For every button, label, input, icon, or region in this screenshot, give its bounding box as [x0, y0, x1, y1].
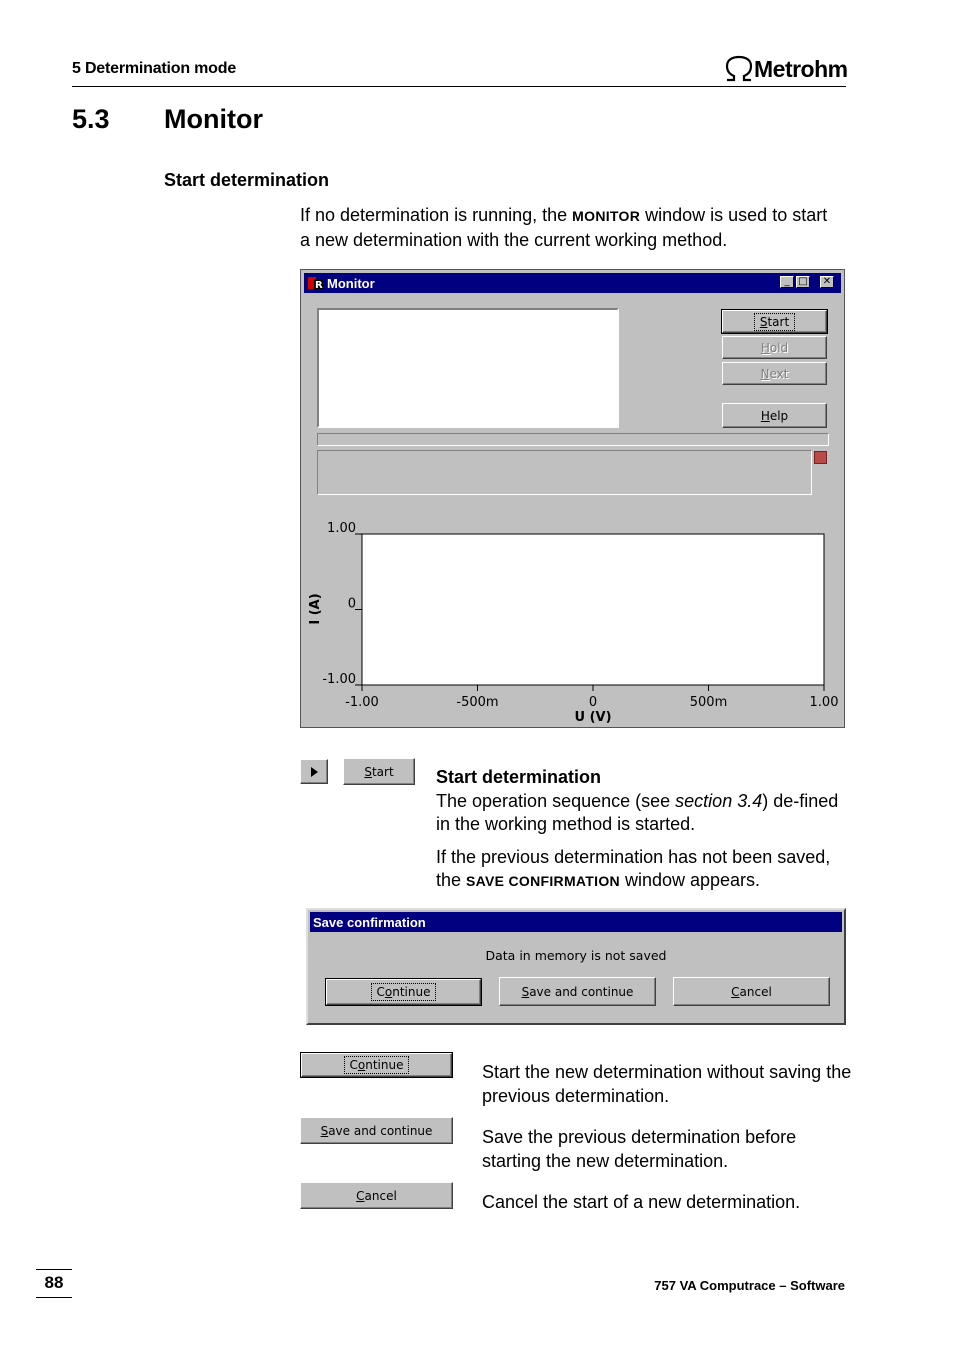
monitor-message-list[interactable]	[317, 308, 619, 428]
voltammogram-chart	[301, 510, 844, 725]
option-save-description: Save the previous determination before starting the new determination.	[482, 1127, 797, 1171]
monitor-keyword: MONITOR	[572, 208, 641, 224]
option-continue-button[interactable]: Continue	[301, 1053, 452, 1077]
intro-paragraph: If no determination is running, the MONITOR window is used to start a new determination with the current working method.	[300, 205, 828, 250]
status-panel	[317, 450, 812, 495]
start-button-sample[interactable]: Start	[343, 758, 415, 785]
svg-text:R: R	[315, 280, 323, 291]
y-axis-label: I (A)	[308, 593, 323, 625]
option-save-and-continue-button[interactable]: Save and continue	[300, 1117, 453, 1144]
x-axis-label: U (V)	[574, 710, 612, 725]
plot-area	[362, 534, 824, 685]
continue-button[interactable]: Continue	[326, 979, 481, 1005]
next-button[interactable]: Next	[722, 362, 827, 385]
close-icon[interactable]: ✕	[820, 276, 834, 288]
option-cancel-button[interactable]: Cancel	[300, 1182, 453, 1209]
monitor-app-icon	[307, 275, 325, 291]
metrohm-logo	[724, 54, 848, 84]
play-button[interactable]	[300, 759, 328, 784]
save-confirmation-window	[306, 908, 846, 1025]
play-icon	[309, 766, 319, 778]
progress-bar	[317, 433, 829, 446]
x-tick-label: -500m	[456, 695, 499, 710]
save-and-continue-button[interactable]: Save and continue	[499, 977, 656, 1006]
minimize-icon[interactable]: _	[780, 276, 794, 288]
save-message: Data in memory is not saved	[485, 948, 667, 963]
section-title: Monitor	[164, 104, 263, 134]
y-tick-label: 1.00	[327, 521, 356, 536]
help-button[interactable]: Help	[722, 403, 827, 428]
save-confirmation-keyword: SAVE CONFIRMATION	[466, 873, 620, 889]
y-tick-label: 0	[347, 596, 356, 612]
x-tick-label: 1.00	[809, 695, 839, 710]
monitor-window	[300, 269, 845, 728]
x-tick-label: -1.00	[345, 695, 379, 710]
header-rule	[72, 86, 846, 87]
start-title: Start determination	[436, 767, 602, 787]
monitor-title: Monitor	[327, 275, 375, 291]
status-led-icon	[814, 451, 827, 464]
section-number: 5.3	[72, 104, 110, 134]
hold-button[interactable]: Hold	[722, 336, 827, 359]
footer-page-rule-top	[36, 1269, 72, 1270]
x-tick-label: 0	[588, 695, 598, 710]
option-cancel-description: Cancel the start of a new determination.	[482, 1192, 801, 1212]
brand-name: Metrohm	[754, 55, 848, 82]
y-tick-label: -1.00	[322, 672, 356, 687]
start-paragraph-2: If the previous determination has not been saved, the SAVE CONFIRMATION window appears.	[436, 846, 831, 890]
start-button[interactable]: Start	[722, 310, 827, 333]
running-header-section: 5 Determination mode	[72, 60, 237, 77]
start-description	[436, 766, 851, 894]
footer-page-rule-bottom	[36, 1297, 72, 1298]
maximize-icon[interactable]: □	[796, 276, 810, 288]
save-title: Save confirmation	[313, 914, 426, 930]
page-number: 88	[44, 1273, 64, 1292]
omega-icon	[724, 55, 754, 83]
save-title-bar[interactable]	[310, 912, 842, 932]
subheading: Start determination	[164, 170, 330, 190]
start-paragraph-1: The operation sequence (see section 3.4) de-fined in the working method is started.	[436, 790, 839, 834]
cancel-button[interactable]: Cancel	[673, 977, 830, 1006]
option-continue-description: Start the new determination without saving the previous determination.	[482, 1062, 852, 1106]
monitor-title-bar[interactable]	[304, 273, 841, 293]
footer-product: 757 VA Computrace – Software	[654, 1278, 845, 1293]
x-tick-label: 500m	[689, 695, 728, 710]
